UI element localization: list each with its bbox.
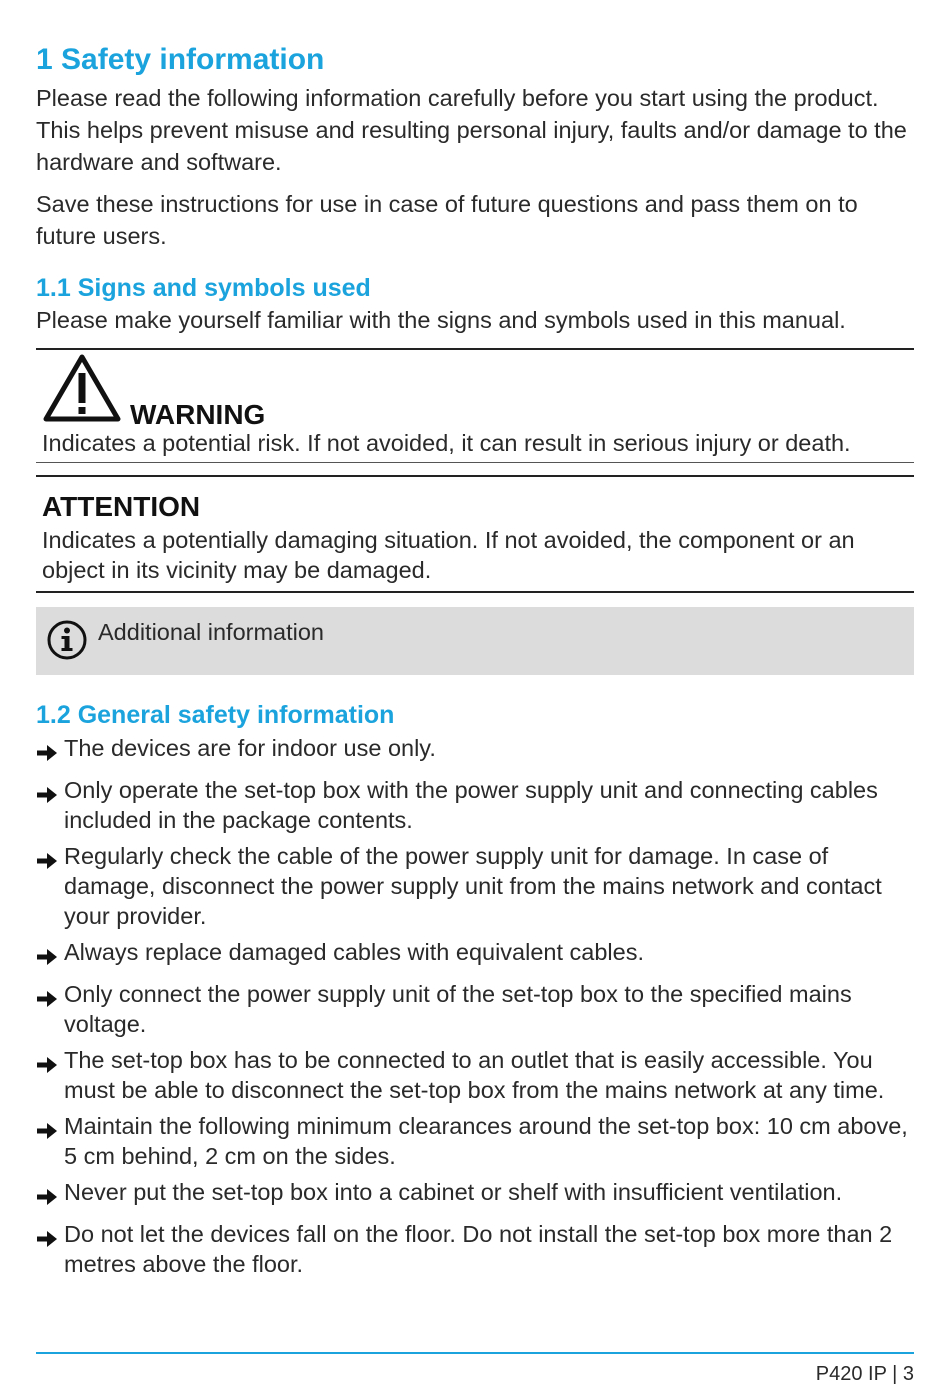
warning-triangle-icon [42,353,122,428]
list-item-text: The devices are for indoor use only. [64,735,436,761]
list-item [36,937,914,973]
info-circle-icon [46,619,88,666]
warning-text: Indicates a potential risk. If not avoided, it can result in serious injury or death. [42,430,851,456]
divider [36,475,914,477]
list-item-text: Only operate the set-top box with the power supply unit and connecting cables included in the package contents. [64,777,878,833]
arrow-right-icon [36,1219,64,1255]
list-item-text: Never put the set-top box into a cabinet or shelf with insufficient ventilation. [64,1179,843,1205]
arrow-right-icon [36,733,64,769]
warning-title: WARNING [130,399,266,430]
arrow-right-icon [36,775,64,811]
section-1-paragraph-1: Please read the following information carefully before you start using the product. This helps prevent misuse and resulting personal injury, faults and/or damage to the hardware and software. [36,85,907,175]
list-item [36,733,914,769]
arrow-right-icon [36,1177,64,1213]
list-item-text: Only connect the power supply unit of the set-top box to the specified mains voltage. [64,981,852,1037]
divider [36,348,914,350]
page-content [36,40,914,1285]
section-1-paragraph-2: Save these instructions for use in case of future questions and pass them on to future users. [36,191,858,249]
list-item-text: Always replace damaged cables with equivalent cables. [64,939,644,965]
list-item [36,1045,914,1105]
footer-divider [36,1352,914,1354]
list-item [36,775,914,835]
arrow-right-icon [36,841,64,877]
arrow-right-icon [36,1111,64,1147]
list-item-text: Do not let the devices fall on the floor. Do not install the set-top box more than 2 metres above the floor. [64,1221,893,1277]
list-item [36,1219,914,1279]
list-item [36,1111,914,1171]
info-box [36,607,914,675]
attention-title: ATTENTION [42,491,201,522]
attention-block [36,491,914,591]
arrow-right-icon [36,937,64,973]
section-1-1-title: 1.1 Signs and symbols used [36,274,371,302]
list-item-text: The set-top box has to be connected to an outlet that is easily accessible. You must be able to disconnect the set-top box from the mains network at any time. [64,1047,885,1103]
list-item [36,979,914,1039]
list-item [36,1177,914,1213]
attention-text: Indicates a potentially damaging situation. If not avoided, the component or an object in its vicinity may be damaged. [42,527,855,583]
section-1-2-title: 1.2 General safety information [36,701,395,729]
warning-block [36,358,914,462]
info-text: Additional information [98,619,324,645]
divider [36,591,914,593]
arrow-right-icon [36,979,64,1015]
section-1-1-intro: Please make yourself familiar with the signs and symbols used in this manual. [36,307,846,333]
list-item [36,841,914,931]
page-footer: P420 IP | 3 [815,1363,914,1385]
section-1-title: 1 Safety information [36,43,325,76]
arrow-right-icon [36,1045,64,1081]
list-item-text: Regularly check the cable of the power supply unit for damage. In case of damage, disconnect the power supply unit from the mains network and contact your provider. [64,843,882,929]
list-item-text: Maintain the following minimum clearances around the set-top box: 10 cm above, 5 cm behind, 2 cm on the sides. [64,1113,908,1169]
safety-list [36,733,914,1279]
